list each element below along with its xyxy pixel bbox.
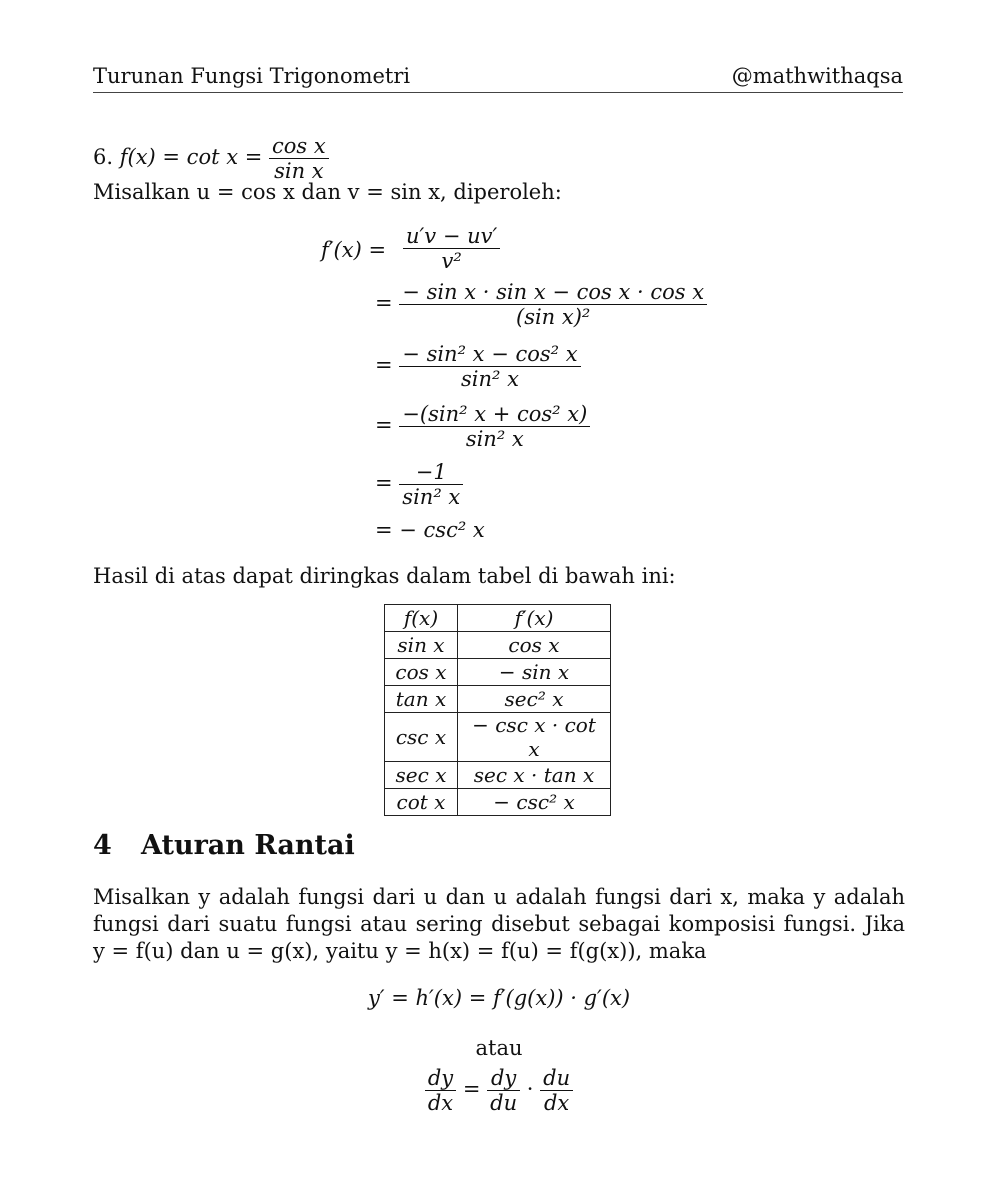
document-page <box>93 0 905 1200</box>
table-row <box>385 762 611 789</box>
table-row <box>385 632 611 659</box>
leibniz-c-num: du <box>540 1066 573 1091</box>
table-cell: tan x <box>385 686 458 713</box>
step3-den: sin² x <box>460 367 519 392</box>
item6-number: 6. <box>93 145 114 170</box>
table-row <box>385 713 611 762</box>
section-title: Aturan Rantai <box>141 830 355 861</box>
table-cell: cos x <box>385 659 458 686</box>
derivation-step-4: = $\frac{\text{−(sin² x + cos² x)}}{\text{sin² x}}$ <box>375 402 590 451</box>
table-header-fx: f(x) <box>385 605 458 632</box>
table-cell: cos x <box>458 632 611 659</box>
summary-text: Hasil di atas dapat diringkas dalam tabel di bawah ini: <box>93 564 676 588</box>
item6-lhs: f(x) = cot x = <box>119 145 263 170</box>
derivative-table <box>384 604 611 816</box>
table-cell: − csc² x <box>458 789 611 816</box>
header-handle: @mathwithaqsa <box>731 64 903 88</box>
leibniz-b-den: du <box>490 1091 518 1116</box>
step2-num: − sin x · sin x − cos x · cos x <box>399 280 707 305</box>
derivation-lhs: f′(x) = <box>321 238 387 262</box>
step4-den: sin² x <box>465 427 524 452</box>
table-cell: sec x <box>385 762 458 789</box>
derivation-final: = − csc² x <box>375 518 485 542</box>
derivation-step-5: = $\frac{-1}{\text{sin² x}}$ <box>375 460 463 509</box>
chain-rule-formula: y′ = h′(x) = f′(g(x)) · g′(x) <box>367 986 631 1010</box>
table-row <box>385 686 611 713</box>
table-cell: − csc x · cot x <box>458 713 611 762</box>
page-header <box>93 62 903 93</box>
table-cell: − sin x <box>458 659 611 686</box>
chain-rule-or: atau <box>475 1036 523 1060</box>
step5-den: sin² x <box>402 485 461 510</box>
table-cell: sin x <box>385 632 458 659</box>
leibniz-a-den: dx <box>427 1091 454 1116</box>
table-cell: sec² x <box>458 686 611 713</box>
leibniz-c-den: dx <box>543 1091 570 1116</box>
step1-den: v² <box>441 249 462 274</box>
section-number: 4 <box>93 830 112 861</box>
header-title: Turunan Fungsi Trigonometri <box>93 64 411 88</box>
table-row <box>385 789 611 816</box>
derivation-step-1 <box>403 224 500 273</box>
table-cell: sec x · tan x <box>458 762 611 789</box>
derivation-step-3: = $\frac{\text{− sin² x − cos² x}}{\text{sin² x}}$ <box>375 342 581 391</box>
leibniz-a-num: dy <box>425 1066 456 1091</box>
step5-num: −1 <box>399 460 463 485</box>
table-header-fpx: f′(x) <box>458 605 611 632</box>
section-heading <box>93 830 355 861</box>
item6-frac-num: cos x <box>269 134 329 159</box>
step4-num: −(sin² x + cos² x) <box>399 402 590 427</box>
leibniz-b-num: dy <box>487 1066 520 1091</box>
step3-num: − sin² x − cos² x <box>399 342 580 367</box>
derivation-step-2: = $\frac{\text{− sin x · sin x − cos x · cos x}}{\text{(sin x)²}}$ <box>375 280 707 329</box>
table-cell: cot x <box>385 789 458 816</box>
item6-definition <box>93 134 329 183</box>
table-cell: csc x <box>385 713 458 762</box>
table-row <box>385 659 611 686</box>
step2-den: (sin x)² <box>516 305 591 330</box>
leibniz-formula: $\frac{dy}{dx}$ = $\frac{dy}{du}$ · $\frac{du}{dx}$ <box>93 1066 905 1115</box>
step1-num: u′v − uv′ <box>403 224 500 249</box>
table-header-row <box>385 605 611 632</box>
chain-rule-paragraph: Misalkan y adalah fungsi dari u dan u adalah fungsi dari x, maka y adalah fungsi dari suatu fungsi atau sering disebut sebagai komposisi fungsi. Jika y = f(u) dan u = g(x), yaitu y = h(x) = f(u) = f(g(x)), maka <box>93 885 905 963</box>
item6-intro: Misalkan u = cos x dan v = sin x, diperoleh: <box>93 180 562 204</box>
item6-fraction <box>269 134 329 183</box>
item6-frac-den: sin x <box>274 159 324 184</box>
